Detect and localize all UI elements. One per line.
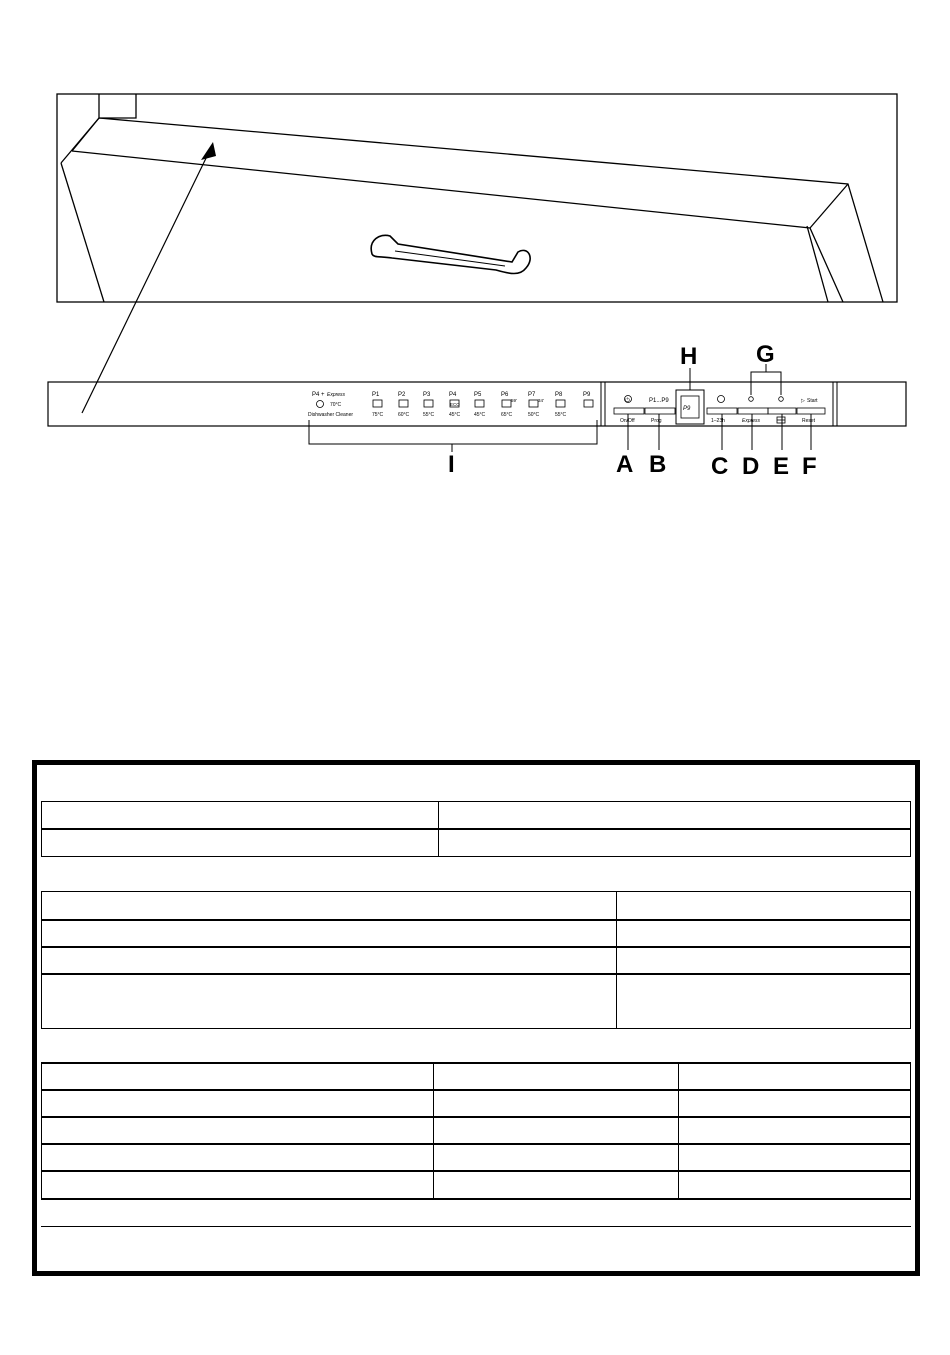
grid-section-3 [41, 1028, 911, 1064]
delay-icon [718, 396, 725, 403]
grid-section-4 [41, 1198, 911, 1227]
pointer-arrow-head [201, 142, 216, 160]
grid-row-2 [41, 828, 911, 857]
on-off-label: On/Off [620, 418, 635, 424]
callout-f: F [802, 453, 817, 480]
indicator-light-1 [749, 397, 754, 402]
grid-row-9 [41, 1116, 911, 1145]
dish-icon [399, 400, 408, 407]
grid-row-11 [41, 1170, 911, 1200]
power-icon: ⏻ [625, 398, 630, 404]
callout-c: C [711, 453, 729, 480]
program-temp: 55°C [423, 412, 435, 418]
glass-icon [584, 400, 593, 407]
program-cleaner-express: Express [327, 392, 346, 398]
prog-range-label: P1...P9 [649, 398, 669, 404]
prog-label: Prog [651, 418, 662, 424]
grid-row-6 [41, 973, 911, 1029]
program-temp: 60°C [398, 412, 410, 418]
start-reset-button[interactable] [797, 408, 825, 414]
grid-row-10 [41, 1143, 911, 1172]
indicator-light-2 [779, 397, 784, 402]
program-temp: 45°C [474, 412, 486, 418]
grid-row-5 [41, 946, 911, 975]
reset-label: Reset [802, 418, 816, 424]
night-icon [556, 400, 565, 407]
prog-button[interactable] [645, 408, 675, 414]
eco-icon [450, 400, 460, 407]
pointer-arrow-line [82, 150, 210, 413]
program-code: P9 [583, 392, 591, 398]
callout-e: E [773, 453, 790, 480]
grid-section-2 [41, 856, 911, 892]
program-cleaner-code: P4 + [312, 392, 325, 398]
callout-d: D [742, 453, 760, 480]
start-label: Start [807, 398, 818, 404]
program-temp: 50°C [528, 412, 540, 418]
on-off-button[interactable] [614, 408, 644, 414]
program-temp: 65°C [501, 412, 513, 418]
grid-row-1 [41, 801, 911, 830]
grid-row-3 [41, 891, 911, 921]
grid-row-4 [41, 919, 911, 948]
program-code: P7 [528, 392, 536, 398]
program-badge: 34' [538, 398, 544, 403]
program-code: P5 [474, 392, 482, 398]
program-list [372, 392, 593, 418]
cleaner-icon [317, 401, 324, 408]
callout-a: A [616, 451, 634, 478]
express-label: Express [742, 418, 761, 424]
callout-h: H [680, 343, 698, 370]
program-code: P3 [423, 392, 431, 398]
cup-icon [475, 400, 484, 407]
start-icon: ▷ [801, 398, 805, 404]
program-code: P6 [501, 392, 509, 398]
program-cleaner-temp: 70°C [330, 402, 342, 408]
door-outline [61, 94, 883, 302]
callout-i: I [448, 451, 455, 478]
delay-button[interactable] [707, 408, 737, 414]
callout-i-bracket [309, 420, 597, 444]
half-load-button[interactable] [768, 408, 796, 414]
wave-icon [424, 400, 433, 407]
program-badge: 59' [511, 398, 517, 403]
callout-g: G [756, 341, 775, 368]
program-code: P1 [372, 392, 380, 398]
pot-icon [373, 400, 382, 407]
program-cleaner-label: Dishwasher Cleaner [308, 412, 354, 418]
plate-34-icon [529, 398, 544, 407]
program-temp: 45°C [449, 412, 461, 418]
program-code: P8 [555, 392, 563, 398]
callout-b: B [649, 451, 667, 478]
program-code: P2 [398, 392, 406, 398]
empty-form-grid [32, 760, 920, 1276]
delay-label: 1–23h [711, 418, 725, 424]
program-icon-text: ECO [450, 402, 460, 407]
grid-row-7 [41, 1062, 911, 1091]
program-cleaner [308, 392, 353, 418]
display-readout: P9 [683, 406, 691, 412]
program-code: P4 [449, 392, 457, 398]
door-handle [371, 235, 530, 273]
grid-row-8 [41, 1089, 911, 1118]
program-temp: 75°C [372, 412, 384, 418]
express-button[interactable] [738, 408, 768, 414]
callout-leaders [628, 364, 811, 450]
plate-59-icon [502, 398, 517, 407]
program-temp: 55°C [555, 412, 567, 418]
